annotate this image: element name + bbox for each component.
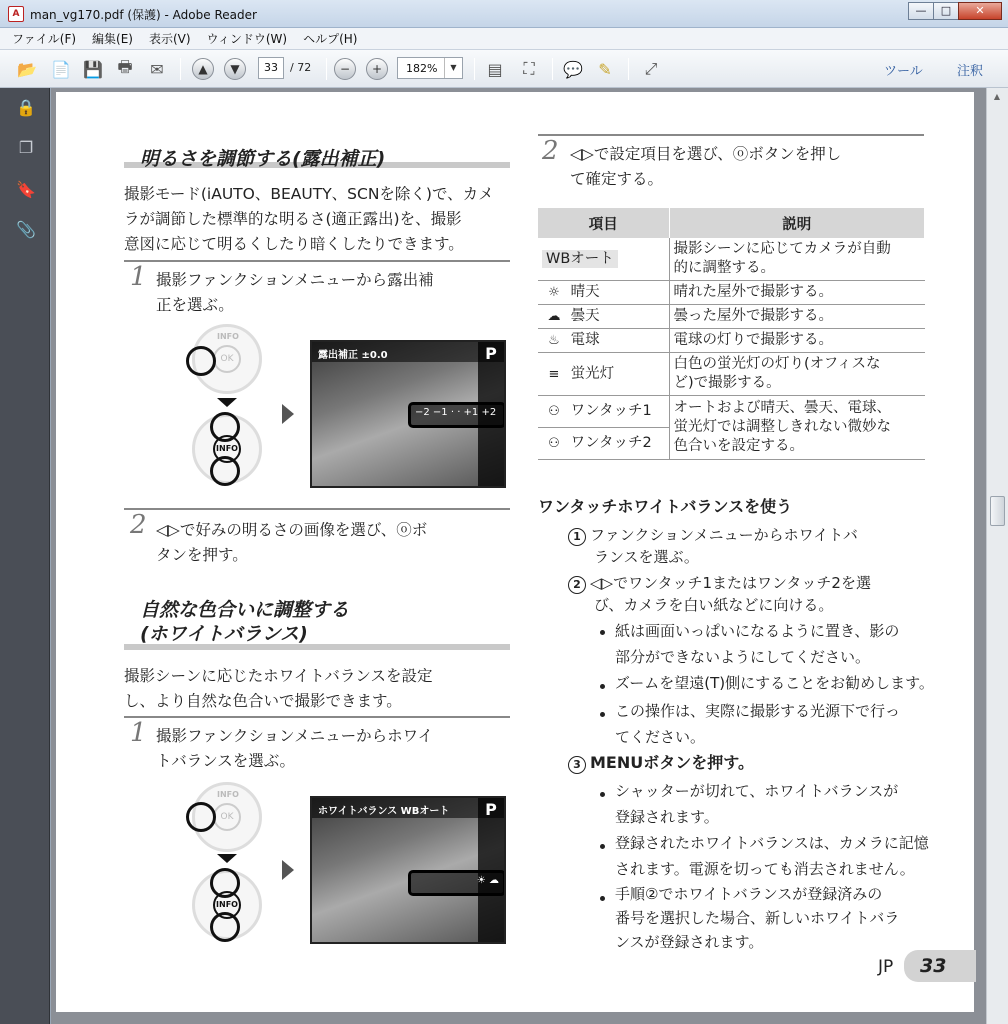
fluorescent-icon: ≡ [548, 366, 560, 382]
tungsten-icon: ♨ [548, 333, 560, 348]
section-body-line: 撮影モード(iAUTO、BEAUTY、SCNを除く)で、カメ [124, 185, 494, 203]
save-icon[interactable]: 💾 [83, 59, 103, 79]
arrow-down-icon [217, 854, 237, 863]
fit-page-icon[interactable]: ▤ [487, 59, 503, 79]
scroll-thumb[interactable] [990, 496, 1005, 526]
next-page-icon[interactable]: ▼ [224, 58, 246, 80]
step-text-line: ランスを選ぶ。 [594, 548, 699, 566]
table-cell: ワンタッチ2 [570, 435, 652, 451]
dial-ok-label: OK [213, 345, 241, 373]
lock-icon[interactable]: 🔒 [16, 98, 36, 117]
bullet-text: 番号を選択した場合、新しいホワイトバラ [615, 909, 900, 927]
table-cell: 蛍光灯では調整しきれない微妙な [673, 419, 891, 435]
table-header: 説明 [669, 208, 925, 238]
circled-number: 2 [568, 576, 586, 594]
step-text-line: 正を選ぶ。 [156, 296, 234, 314]
section-title-exposure: 明るさを調節する(露出補正) [140, 148, 386, 170]
arrow-right-icon [282, 404, 294, 424]
navigation-pane [0, 88, 50, 1024]
table-cell: 撮影シーンに応じてカメラが自動 [673, 241, 891, 257]
bullet-text: ズームを望遠(T)側にすることをお勧めします。 [615, 674, 934, 692]
menu-edit[interactable]: 編集(E) [92, 32, 133, 46]
arrow-right-icon [282, 860, 294, 880]
step-number: 2 [542, 136, 559, 166]
bullet-icon [600, 896, 605, 901]
section-title-wb-sub: (ホワイトバランス) [140, 623, 308, 645]
bullet-text: この操作は、実際に撮影する光源下で行っ [615, 702, 901, 720]
dial-info-label: INFO [213, 891, 241, 919]
divider [538, 134, 924, 136]
step-text-line: タンを押す。 [156, 546, 248, 564]
minimize-button[interactable]: — [908, 2, 934, 20]
comment-icon[interactable]: 💬 [563, 59, 583, 79]
print-icon[interactable]: 🖶 [117, 56, 133, 76]
open-file-icon[interactable]: 📂 [17, 59, 37, 79]
camera-screen-title: 露出補正 ±0.0 [312, 342, 504, 362]
step-text-line: 撮影ファンクションメニューから露出補 [156, 271, 434, 289]
highlight-ring [210, 912, 240, 942]
table-row [538, 238, 925, 281]
step-text-line: MENUボタンを押す。 [590, 753, 754, 772]
bullet-text: 登録されたホワイトバランスは、カメラに記憶 [615, 834, 929, 852]
table-cell: ど)で撮影する。 [673, 375, 781, 391]
table-cell: 的に調整する。 [673, 260, 775, 276]
table-row [538, 353, 925, 396]
menu-view[interactable]: 表示(V) [148, 32, 191, 46]
bullet-icon [600, 792, 605, 797]
page-total: / 72 [290, 61, 312, 74]
section-title-wb: 自然な色合いに調整する [140, 599, 350, 621]
section-body-line: ラが調節した標準的な明るさ(適正露出)を、撮影 [124, 210, 462, 228]
bullet-text: 登録されます。 [615, 808, 719, 826]
step-text-line: び、カメラを白い紙などに向ける。 [594, 596, 834, 614]
camera-screen-title: ホワイトバランス WBオート [312, 798, 504, 818]
table-cell: 蛍光灯 [570, 365, 615, 382]
table-cell: 晴れた屋外で撮影する。 [669, 281, 925, 305]
highlight-ring [186, 346, 216, 376]
arrow-down-icon [217, 398, 237, 407]
mode-p-label: P [485, 800, 497, 819]
menu-window[interactable]: ウィンドウ(W) [206, 32, 288, 46]
close-button[interactable]: ✕ [958, 2, 1002, 20]
table-cell: 電球の灯りで撮影する。 [669, 329, 925, 353]
step-text-line: て確定する。 [570, 170, 664, 188]
table-cell: 白色の蛍光灯の灯り(オフィスな [673, 356, 881, 372]
step-text-line: 撮影ファンクションメニューからホワイ [156, 727, 434, 745]
bullet-text: されます。電源を切っても消去されません。 [615, 860, 915, 878]
circled-number: 1 [568, 528, 586, 546]
zoom-value: 182% [406, 62, 438, 75]
camera-screen-image [310, 796, 506, 944]
table-row [538, 396, 925, 428]
divider [124, 508, 510, 510]
menu-help[interactable]: ヘルプ(H) [303, 32, 358, 46]
table-row [538, 305, 925, 329]
highlight-ring [210, 868, 240, 898]
dial-ok-label: OK [213, 803, 241, 831]
step-text-line: ◁▷で設定項目を選び、ⓞボタンを押し [570, 145, 842, 163]
window-title: man_vg170.pdf (保護) - Adobe Reader [30, 8, 257, 22]
bullet-text: ンスが登録されます。 [615, 933, 764, 951]
comment-link[interactable]: 注釈 [957, 64, 984, 79]
fit-width-icon[interactable]: ⛶ [523, 59, 535, 78]
menu-bar [0, 28, 1008, 50]
bullet-icon [600, 684, 605, 689]
step-text-line: ファンクションメニューからホワイトバ [590, 526, 858, 544]
dial-info-label: INFO [217, 790, 239, 799]
vertical-scrollbar[interactable] [986, 88, 1008, 1024]
one-touch-1-icon: ⚇ [548, 404, 560, 419]
zoom-select[interactable] [397, 57, 463, 79]
menu-file[interactable]: ファイル(F) [12, 32, 77, 46]
highlight-icon[interactable]: ✎ [598, 59, 612, 79]
bullet-icon [600, 844, 605, 849]
scroll-up-icon[interactable]: ▲ [993, 92, 1001, 101]
step-text-line: ◁▷でワンタッチ1またはワンタッチ2を選 [590, 574, 871, 592]
attachment-icon[interactable]: 📎 [16, 220, 36, 239]
zoom-in-icon[interactable]: + [366, 58, 388, 80]
table-cell: 晴天 [570, 284, 600, 300]
section-body-line: 撮影シーンに応じたホワイトバランスを設定 [124, 667, 433, 685]
tools-link[interactable]: ツール [884, 64, 923, 79]
bullet-text: 紙は画面いっぱいになるように置き、影の [615, 622, 900, 640]
dial-info-label: INFO [217, 332, 239, 341]
toolbar [0, 50, 1008, 88]
wb-scale: ☀ ☁ [408, 870, 506, 896]
bullet-icon [600, 712, 605, 717]
footer-language: JP [878, 957, 894, 977]
table-cell: 電球 [570, 332, 600, 348]
maximize-button[interactable]: □ [933, 2, 959, 20]
zoom-out-icon[interactable]: − [334, 58, 356, 80]
bookmark-icon[interactable]: 🔖 [16, 180, 36, 199]
cloudy-icon: ☁ [547, 309, 561, 324]
table-row [538, 329, 925, 353]
table-cell: 曇天 [570, 308, 600, 324]
footer-page-badge [904, 950, 976, 982]
bullet-icon [600, 630, 605, 635]
wb-table [538, 208, 925, 460]
dial-info-label: INFO [213, 435, 241, 463]
highlight-ring [186, 802, 216, 832]
chevron-down-icon[interactable]: ▼ [444, 58, 462, 78]
create-pdf-icon[interactable]: 📄 [51, 59, 71, 79]
window-controls [909, 2, 1002, 20]
bullet-text: 部分ができないようにしてください。 [615, 648, 871, 666]
step-text-line: トバランスを選ぶ。 [156, 752, 296, 770]
one-touch-2-icon: ⚇ [548, 436, 560, 451]
adobe-reader-icon: A [8, 6, 24, 22]
step-number: 2 [130, 510, 147, 540]
table-cell: 色合いを設定する。 [673, 438, 804, 454]
pages-icon[interactable]: ❐ [18, 138, 34, 157]
footer-page-number: 33 [920, 955, 947, 977]
title-bar [0, 0, 1008, 28]
table-cell: ワンタッチ1 [570, 403, 652, 419]
sunny-icon: ☼ [548, 285, 560, 300]
camera-screen-image [310, 340, 506, 488]
one-touch-title: ワンタッチホワイトバランスを使う [538, 497, 793, 516]
wb-auto-label: WBオート [542, 250, 618, 268]
bullet-text: シャッターが切れて、ホワイトバランスが [615, 782, 899, 800]
table-header: 項目 [538, 208, 669, 238]
step-text-line: ◁▷で好みの明るさの画像を選び、ⓞボ [156, 521, 428, 539]
circled-number: 3 [568, 756, 586, 774]
bullet-text: てください。 [615, 728, 706, 746]
section-body-line: し、より自然な色合いで撮影できます。 [124, 692, 402, 710]
divider [124, 260, 510, 262]
section-body-line: 意図に応じて明るくしたり暗くしたりできます。 [124, 235, 464, 253]
page-number-input[interactable]: 33 [258, 57, 284, 79]
step-number: 1 [130, 718, 147, 748]
email-icon[interactable]: ✉ [150, 59, 164, 79]
divider [124, 716, 510, 718]
step-number: 1 [130, 262, 147, 292]
table-cell: 曇った屋外で撮影する。 [669, 305, 925, 329]
fullscreen-icon[interactable]: ⤢ [644, 59, 658, 78]
table-cell: オートおよび晴天、曇天、電球、 [673, 400, 891, 416]
bullet-text: 手順②でホワイトバランスが登録済みの [615, 885, 883, 903]
mode-p-label: P [485, 344, 497, 363]
table-row [538, 281, 925, 305]
exposure-scale: −2 −1 · · +1 +2 [408, 402, 506, 428]
highlight-ring [210, 456, 240, 486]
highlight-ring [210, 412, 240, 442]
prev-page-icon[interactable]: ▲ [192, 58, 214, 80]
